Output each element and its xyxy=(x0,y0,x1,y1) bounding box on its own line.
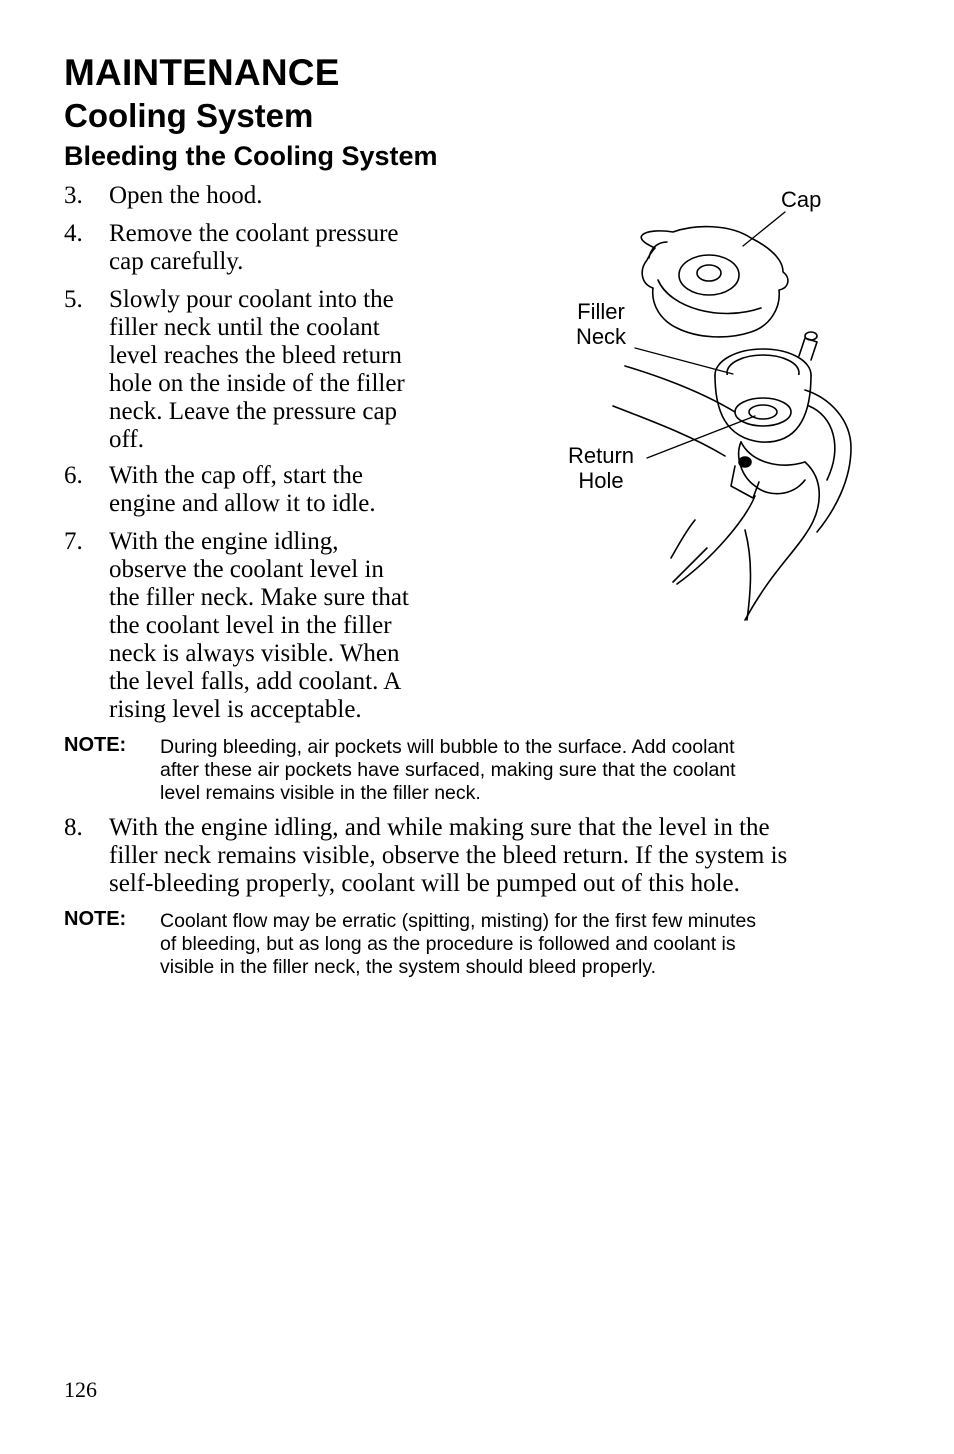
step-line: rising level is acceptable. xyxy=(109,696,362,723)
step-line: observe the coolant level in xyxy=(109,556,384,583)
step-5 xyxy=(64,286,484,454)
step-line: off. xyxy=(109,426,144,453)
step-number: 7. xyxy=(64,528,83,555)
step-line: With the cap off, start the xyxy=(109,462,364,489)
note-2 xyxy=(64,908,864,980)
step-line: Open the hood. xyxy=(109,182,263,209)
note-1 xyxy=(64,734,864,806)
step-line: the coolant level in the filler xyxy=(109,612,392,639)
note-line: of bleeding, but as long as the procedure is followed and coolant is xyxy=(160,933,736,955)
note-label: NOTE: xyxy=(64,734,127,756)
step-line: hole on the inside of the filler xyxy=(109,370,405,397)
subsection-title: Cooling System xyxy=(64,97,314,134)
step-number: 8. xyxy=(64,814,83,841)
step-number: 5. xyxy=(64,286,83,313)
step-number: 4. xyxy=(64,220,83,247)
step-line: neck. Leave the pressure cap xyxy=(109,398,398,425)
topic-title: Bleeding the Cooling System xyxy=(64,141,438,171)
step-line: self-bleeding properly, coolant will be pumped out of this hole. xyxy=(109,870,740,897)
cooling-filler-neck-illustration xyxy=(555,180,875,630)
step-line: Remove the coolant pressure xyxy=(109,220,399,247)
note-label: NOTE: xyxy=(64,908,127,930)
filler-neck-drawing-body xyxy=(715,332,817,498)
label-return-hole: Return Hole xyxy=(567,443,635,493)
note-line: During bleeding, air pockets will bubble to the surface. Add coolant xyxy=(160,736,735,758)
step-line: neck is always visible. When xyxy=(109,640,400,667)
note-line: Coolant flow may be erratic (spitting, misting) for the first few minutes xyxy=(160,910,757,932)
note-line: after these air pockets have surfaced, making sure that the coolant xyxy=(160,759,736,781)
step-number: 3. xyxy=(64,182,83,209)
step-line: cap carefully. xyxy=(109,248,244,275)
label-cap: Cap xyxy=(781,187,822,212)
step-4 xyxy=(64,220,484,276)
section-title: MAINTENANCE xyxy=(64,52,340,93)
step-line: With the engine idling, xyxy=(109,528,339,555)
step-number: 6. xyxy=(64,462,83,489)
step-line: filler neck remains visible, observe the bleed return. If the system is xyxy=(109,842,788,869)
step-line: Slowly pour coolant into the xyxy=(109,286,394,313)
step-3 xyxy=(64,182,484,210)
step-line: the filler neck. Make sure that xyxy=(109,584,409,611)
label-filler-neck: Filler Neck xyxy=(575,299,627,349)
step-6 xyxy=(64,462,484,518)
step-8 xyxy=(64,814,894,898)
step-line: With the engine idling, and while making sure that the level in the xyxy=(109,814,770,841)
step-line: filler neck until the coolant xyxy=(109,314,380,341)
pressure-cap-drawing xyxy=(641,227,788,337)
step-line: engine and allow it to idle. xyxy=(109,490,376,517)
step-line: the level falls, add coolant. A xyxy=(109,668,402,695)
step-line: level reaches the bleed return xyxy=(109,342,402,369)
filler-neck-drawing xyxy=(555,180,875,630)
step-7 xyxy=(64,528,484,724)
page-number: 126 xyxy=(64,1377,97,1402)
note-line: visible in the filler neck, the system should bleed properly. xyxy=(160,956,657,978)
note-line: level remains visible in the filler neck. xyxy=(160,782,481,804)
